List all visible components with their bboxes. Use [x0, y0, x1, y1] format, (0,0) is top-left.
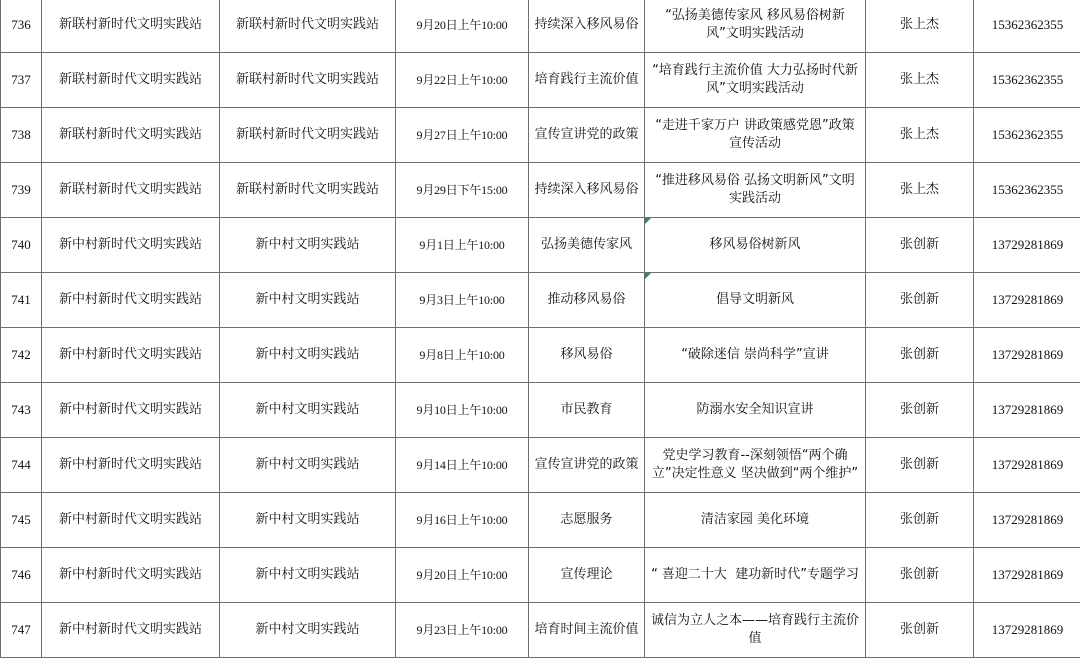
- cell-phone[interactable]: 13729281869: [974, 328, 1080, 383]
- cell-contact[interactable]: 张创新: [866, 218, 974, 273]
- cell-phone[interactable]: 13729281869: [974, 383, 1080, 438]
- cell-theme[interactable]: “弘扬美德传家风 移风易俗树新风”文明实践活动: [645, 0, 866, 53]
- cell-number[interactable]: 739: [1, 163, 42, 218]
- cell-phone[interactable]: 13729281869: [974, 218, 1080, 273]
- cell-theme[interactable]: 党史学习教育--深刻领悟“两个确立”决定性意义 坚决做到“两个维护”: [645, 438, 866, 493]
- cell-number[interactable]: 743: [1, 383, 42, 438]
- cell-phone[interactable]: 15362362355: [974, 0, 1080, 53]
- cell-phone[interactable]: 15362362355: [974, 163, 1080, 218]
- cell-number[interactable]: 742: [1, 328, 42, 383]
- cell-category[interactable]: 宣传宣讲党的政策: [529, 108, 645, 163]
- cell-venue[interactable]: 新联村新时代文明实践站: [220, 163, 396, 218]
- cell-category[interactable]: 持续深入移风易俗: [529, 163, 645, 218]
- cell-station[interactable]: 新中村新时代文明实践站: [42, 218, 220, 273]
- cell-number[interactable]: 740: [1, 218, 42, 273]
- cell-category[interactable]: 培育践行主流价值: [529, 53, 645, 108]
- table-row: [1, 383, 1080, 438]
- cell-station[interactable]: 新联村新时代文明实践站: [42, 163, 220, 218]
- cell-station[interactable]: 新中村新时代文明实践站: [42, 493, 220, 548]
- cell-station[interactable]: 新中村新时代文明实践站: [42, 328, 220, 383]
- cell-venue[interactable]: 新中村文明实践站: [220, 383, 396, 438]
- cell-number[interactable]: 745: [1, 493, 42, 548]
- cell-venue[interactable]: 新中村文明实践站: [220, 438, 396, 493]
- table-row: [1, 108, 1080, 163]
- cell-contact[interactable]: 张创新: [866, 328, 974, 383]
- cell-venue[interactable]: 新联村新时代文明实践站: [220, 108, 396, 163]
- cell-number[interactable]: 737: [1, 53, 42, 108]
- cell-station[interactable]: 新中村新时代文明实践站: [42, 438, 220, 493]
- cell-phone[interactable]: 13729281869: [974, 273, 1080, 328]
- cell-time[interactable]: 9月10日上午10:00: [396, 383, 529, 438]
- cell-venue[interactable]: 新中村文明实践站: [220, 328, 396, 383]
- cell-theme[interactable]: 防溺水安全知识宣讲: [645, 383, 866, 438]
- cell-station[interactable]: 新联村新时代文明实践站: [42, 108, 220, 163]
- cell-category[interactable]: 培育时间主流价值: [529, 603, 645, 658]
- cell-time[interactable]: 9月1日上午10:00: [396, 218, 529, 273]
- cell-category[interactable]: 弘扬美德传家风: [529, 218, 645, 273]
- table-row: [1, 548, 1080, 603]
- cell-venue[interactable]: 新联村新时代文明实践站: [220, 0, 396, 53]
- cell-contact[interactable]: 张创新: [866, 438, 974, 493]
- cell-station[interactable]: 新中村新时代文明实践站: [42, 603, 220, 658]
- cell-time[interactable]: 9月20日上午10:00: [396, 548, 529, 603]
- comment-marker-icon: [645, 218, 651, 224]
- cell-theme[interactable]: “走进千家万户 讲政策感党恩”政策宣传活动: [645, 108, 866, 163]
- cell-venue[interactable]: 新中村文明实践站: [220, 218, 396, 273]
- cell-theme[interactable]: “推进移风易俗 弘扬文明新风”文明实践活动: [645, 163, 866, 218]
- cell-venue[interactable]: 新中村文明实践站: [220, 603, 396, 658]
- cell-station[interactable]: 新中村新时代文明实践站: [42, 273, 220, 328]
- cell-venue[interactable]: 新中村文明实践站: [220, 548, 396, 603]
- cell-category[interactable]: 宣传理论: [529, 548, 645, 603]
- cell-theme[interactable]: 清洁家园 美化环境: [645, 493, 866, 548]
- cell-venue[interactable]: 新联村新时代文明实践站: [220, 53, 396, 108]
- cell-number[interactable]: 746: [1, 548, 42, 603]
- cell-number[interactable]: 738: [1, 108, 42, 163]
- cell-contact[interactable]: 张创新: [866, 383, 974, 438]
- cell-station[interactable]: 新联村新时代文明实践站: [42, 0, 220, 53]
- cell-contact[interactable]: 张上杰: [866, 108, 974, 163]
- cell-contact[interactable]: 张上杰: [866, 0, 974, 53]
- cell-time[interactable]: 9月3日上午10:00: [396, 273, 529, 328]
- cell-theme[interactable]: “破除迷信 崇尚科学”宣讲: [645, 328, 866, 383]
- table-row: [1, 328, 1080, 383]
- cell-category[interactable]: 移风易俗: [529, 328, 645, 383]
- cell-number[interactable]: 747: [1, 603, 42, 658]
- table-row: [1, 273, 1080, 328]
- cell-time[interactable]: 9月16日上午10:00: [396, 493, 529, 548]
- comment-marker-icon: [645, 273, 651, 279]
- cell-theme-with-comment[interactable]: [645, 218, 866, 273]
- table-row: [1, 218, 1080, 273]
- table-row: [1, 0, 1080, 53]
- cell-theme[interactable]: “培育践行主流价值 大力弘扬时代新风”文明实践活动: [645, 53, 866, 108]
- cell-contact[interactable]: 张创新: [866, 548, 974, 603]
- cell-phone[interactable]: 15362362355: [974, 108, 1080, 163]
- cell-theme-text: 倡导文明新风: [715, 292, 794, 307]
- cell-station[interactable]: 新联村新时代文明实践站: [42, 53, 220, 108]
- table-row: [1, 493, 1080, 548]
- cell-phone[interactable]: 13729281869: [974, 438, 1080, 493]
- cell-theme[interactable]: “ 喜迎二十大 建功新时代”专题学习: [645, 548, 866, 603]
- cell-time[interactable]: 9月20日上午10:00: [396, 0, 529, 53]
- cell-contact[interactable]: 张创新: [866, 273, 974, 328]
- cell-time[interactable]: 9月23日上午10:00: [396, 603, 529, 658]
- cell-time[interactable]: 9月22日上午10:00: [396, 53, 529, 108]
- cell-theme-with-comment[interactable]: [645, 273, 866, 328]
- cell-venue[interactable]: 新中村文明实践站: [220, 493, 396, 548]
- table-row: [1, 53, 1080, 108]
- cell-contact[interactable]: 张创新: [866, 493, 974, 548]
- cell-theme-text: 移风易俗树新风: [709, 237, 801, 252]
- cell-contact[interactable]: 张创新: [866, 603, 974, 658]
- cell-theme[interactable]: 诚信为立人之本——培育践行主流价值: [645, 603, 866, 658]
- cell-time[interactable]: 9月27日上午10:00: [396, 108, 529, 163]
- cell-time[interactable]: 9月29日下午15:00: [396, 163, 529, 218]
- table-row: [1, 438, 1080, 493]
- cell-contact[interactable]: 张上杰: [866, 53, 974, 108]
- table-row: [1, 163, 1080, 218]
- cell-number[interactable]: 736: [1, 0, 42, 53]
- cell-number[interactable]: 744: [1, 438, 42, 493]
- cell-phone[interactable]: 13729281869: [974, 493, 1080, 548]
- cell-contact[interactable]: 张上杰: [866, 163, 974, 218]
- cell-category[interactable]: 持续深入移风易俗: [529, 0, 645, 53]
- cell-time[interactable]: 9月14日上午10:00: [396, 438, 529, 493]
- cell-phone[interactable]: 13729281869: [974, 548, 1080, 603]
- cell-venue[interactable]: 新中村文明实践站: [220, 273, 396, 328]
- cell-phone[interactable]: 13729281869: [974, 603, 1080, 658]
- cell-phone[interactable]: 15362362355: [974, 53, 1080, 108]
- cell-category[interactable]: 志愿服务: [529, 493, 645, 548]
- cell-category[interactable]: 市民教育: [529, 383, 645, 438]
- cell-category[interactable]: 宣传宣讲党的政策: [529, 438, 645, 493]
- cell-category[interactable]: 推动移风易俗: [529, 273, 645, 328]
- cell-time[interactable]: 9月8日上午10:00: [396, 328, 529, 383]
- cell-station[interactable]: 新中村新时代文明实践站: [42, 383, 220, 438]
- cell-number[interactable]: 741: [1, 273, 42, 328]
- cell-station[interactable]: 新中村新时代文明实践站: [42, 548, 220, 603]
- table-row: [1, 603, 1080, 658]
